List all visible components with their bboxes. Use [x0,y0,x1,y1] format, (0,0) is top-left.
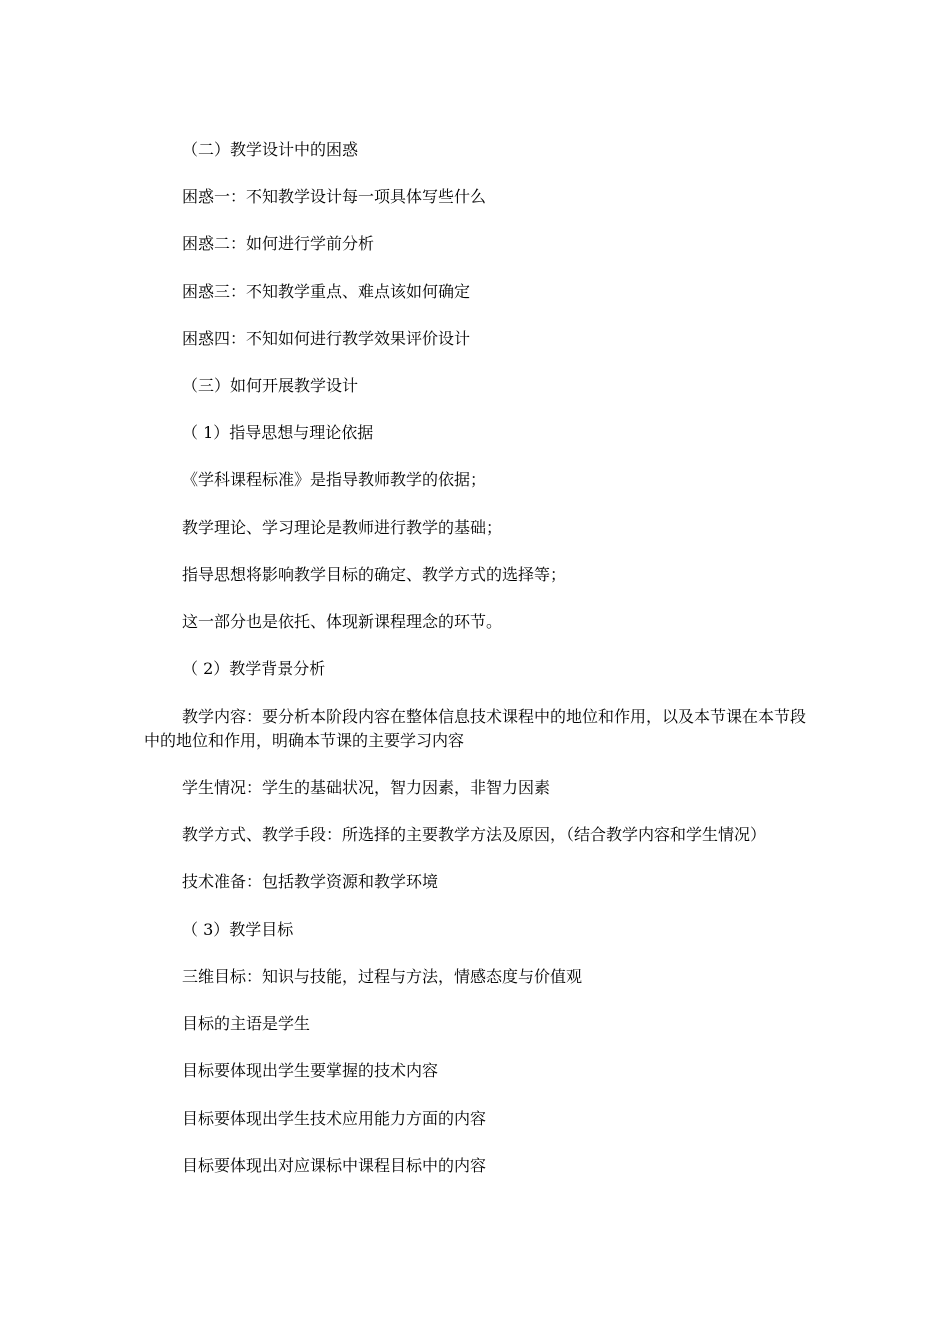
paragraph: 困惑四：不知如何进行教学效果评价设计 [182,329,471,348]
paragraph: 技术准备：包括教学资源和教学环境 [182,872,439,891]
paragraph: 教学内容：要分析本阶段内容在整体信息技术课程中的地位和作用，以及本节课在本节段中的地位和作用，明确本节课的主要学习内容 [144,707,807,750]
paragraph: 目标要体现出学生要掌握的技术内容 [182,1061,439,1080]
subsection-heading: （ 2）教学背景分析 [182,659,326,678]
paragraph: 困惑三：不知教学重点、难点该如何确定 [182,282,471,301]
paragraph: 三维目标：知识与技能，过程与方法，情感态度与价值观 [182,967,583,986]
paragraph: 目标要体现出对应课标中课程目标中的内容 [182,1156,487,1175]
subsection-heading: （ 1）指导思想与理论依据 [182,423,374,442]
paragraph: 这一部分也是依托、体现新课程理念的环节。 [182,612,503,631]
paragraph: 目标的主语是学生 [182,1014,311,1033]
paragraph: 指导思想将影响教学目标的确定、教学方式的选择等； [182,565,567,584]
paragraph: 教学方式、教学手段：所选择的主要教学方法及原因，（结合教学内容和学生情况） [182,825,767,844]
section-heading: （二）教学设计中的困惑 [182,140,359,159]
paragraph: 困惑一：不知教学设计每一项具体写些什么 [182,187,487,206]
paragraph: 教学理论、学习理论是教师进行教学的基础； [182,518,503,537]
paragraph: 目标要体现出学生技术应用能力方面的内容 [182,1109,487,1128]
section-heading: （三）如何开展教学设计 [182,376,359,395]
paragraph: 《学科课程标准》是指导教师教学的依据； [182,470,487,489]
paragraph: 学生情况：学生的基础状况，智力因素，非智力因素 [182,778,551,797]
subsection-heading: （ 3）教学目标 [182,920,294,939]
paragraph: 困惑二：如何进行学前分析 [182,234,375,253]
